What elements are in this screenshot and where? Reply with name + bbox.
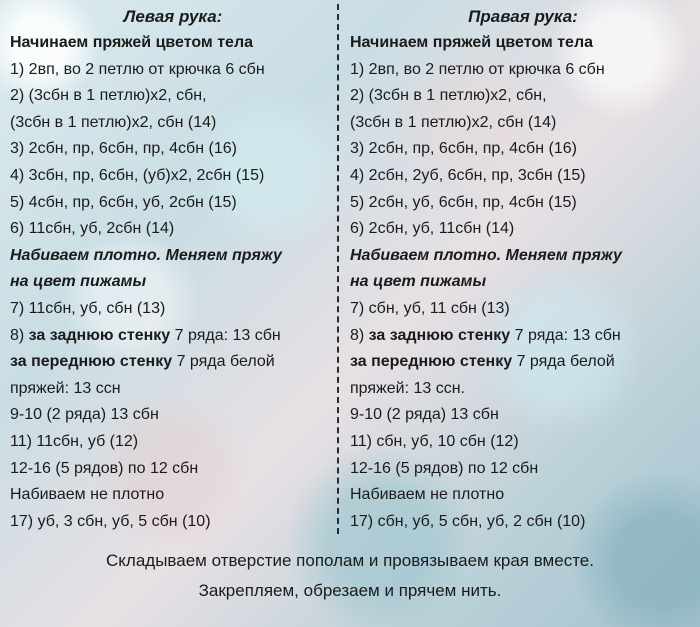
right-row-1: 1) 2вп, во 2 петлю от крючка 6 сбн	[350, 60, 605, 78]
left-hand-title: Левая рука:	[123, 7, 223, 26]
right-row-2b: (3сбн в 1 петлю)х2, сбн (14)	[350, 113, 557, 131]
left-stuff-note-a: Набиваем плотно. Меняем пряжу	[10, 246, 282, 264]
left-row-2b: (3сбн в 1 петлю)х2, сбн (14)	[10, 113, 217, 131]
right-row-4: 4) 2сбн, 2уб, 6сбн, пр, 3сбн (15)	[350, 166, 586, 184]
left-row-8-back-loop: за заднюю стенку	[28, 326, 171, 344]
right-front-loop-bold: за переднюю стенку	[350, 353, 513, 371]
left-row-7: 7) 11сбн, уб, сбн (13)	[10, 299, 166, 317]
right-hand-title: Правая рука:	[468, 7, 578, 26]
right-row-3: 3) 2сбн, пр, 6сбн, пр, 4сбн (16)	[350, 140, 577, 158]
left-front-loop-b: пряжей: 13 ссн	[10, 379, 121, 397]
left-row-11: 11) 11сбн, уб (12)	[10, 432, 139, 450]
right-start-yarn: Начинаем пряжей цветом тела	[350, 34, 593, 51]
right-row-8	[350, 323, 696, 350]
right-front-loop	[350, 349, 696, 376]
left-front-loop-bold: за переднюю стенку	[10, 353, 173, 371]
right-stuff-note-b: на цвет пижамы	[350, 273, 487, 291]
right-row-5: 5) 2сбн, уб, 6сбн, пр, 4сбн (15)	[350, 193, 577, 211]
right-row-8-suffix: 7 ряда: 13 сбн	[510, 326, 621, 344]
left-row-5: 5) 4сбн, пр, 6сбн, уб, 2сбн (15)	[10, 193, 237, 211]
right-row-9-10: 9-10 (2 ряда) 13 сбн	[350, 406, 499, 424]
left-row-6: 6) 11сбн, уб, 2сбн (14)	[10, 220, 175, 238]
left-stuff-note-b: на цвет пижамы	[10, 273, 147, 291]
left-row-17: 17) уб, 3 сбн, уб, 5 сбн (10)	[10, 512, 211, 530]
right-row-12-16: 12-16 (5 рядов) по 12 сбн	[350, 459, 539, 477]
finishing-instructions	[0, 546, 700, 606]
right-row-11: 11) сбн, уб, 10 сбн (12)	[350, 432, 519, 450]
left-row-8-prefix: 8)	[10, 326, 29, 344]
right-hand-column	[350, 4, 696, 535]
column-divider	[337, 4, 339, 534]
left-row-12-16: 12-16 (5 рядов) по 12 сбн	[10, 459, 199, 477]
left-stuff-loose: Набиваем не плотно	[10, 486, 165, 504]
right-row-17: 17) сбн, уб, 5 сбн, уб, 2 сбн (10)	[350, 512, 586, 530]
left-row-8	[10, 323, 336, 350]
right-row-8-prefix: 8)	[350, 326, 369, 344]
left-row-4: 4) 3сбн, пр, 6сбн, (уб)х2, 2сбн (15)	[10, 166, 265, 184]
right-row-7: 7) сбн, уб, 11 сбн (13)	[350, 299, 510, 317]
right-stuff-loose: Набиваем не плотно	[350, 486, 505, 504]
right-row-6: 6) 2сбн, уб, 11сбн (14)	[350, 220, 515, 238]
left-row-8-suffix: 7 ряда: 13 сбн	[170, 326, 281, 344]
left-hand-column	[10, 4, 336, 535]
finishing-line-2: Закрепляем, обрезаем и прячем нить.	[198, 581, 502, 600]
left-start-yarn: Начинаем пряжей цветом тела	[10, 34, 253, 51]
left-row-9-10: 9-10 (2 ряда) 13 сбн	[10, 406, 159, 424]
left-row-3: 3) 2сбн, пр, 6сбн, пр, 4сбн (16)	[10, 140, 237, 158]
right-row-8-back-loop: за заднюю стенку	[368, 326, 511, 344]
right-row-2a: 2) (3сбн в 1 петлю)х2, сбн,	[350, 87, 547, 105]
right-front-loop-suffix: 7 ряда белой	[512, 353, 615, 371]
left-front-loop	[10, 349, 336, 376]
right-front-loop-b: пряжей: 13 ссн.	[350, 379, 465, 397]
left-row-1: 1) 2вп, во 2 петлю от крючка 6 сбн	[10, 60, 265, 78]
left-row-2a: 2) (3сбн в 1 петлю)х2, сбн,	[10, 87, 207, 105]
left-front-loop-suffix: 7 ряда белой	[172, 353, 275, 371]
finishing-line-1: Складываем отверстие пополам и провязываем края вместе.	[106, 551, 594, 570]
right-stuff-note-a: Набиваем плотно. Меняем пряжу	[350, 246, 622, 264]
